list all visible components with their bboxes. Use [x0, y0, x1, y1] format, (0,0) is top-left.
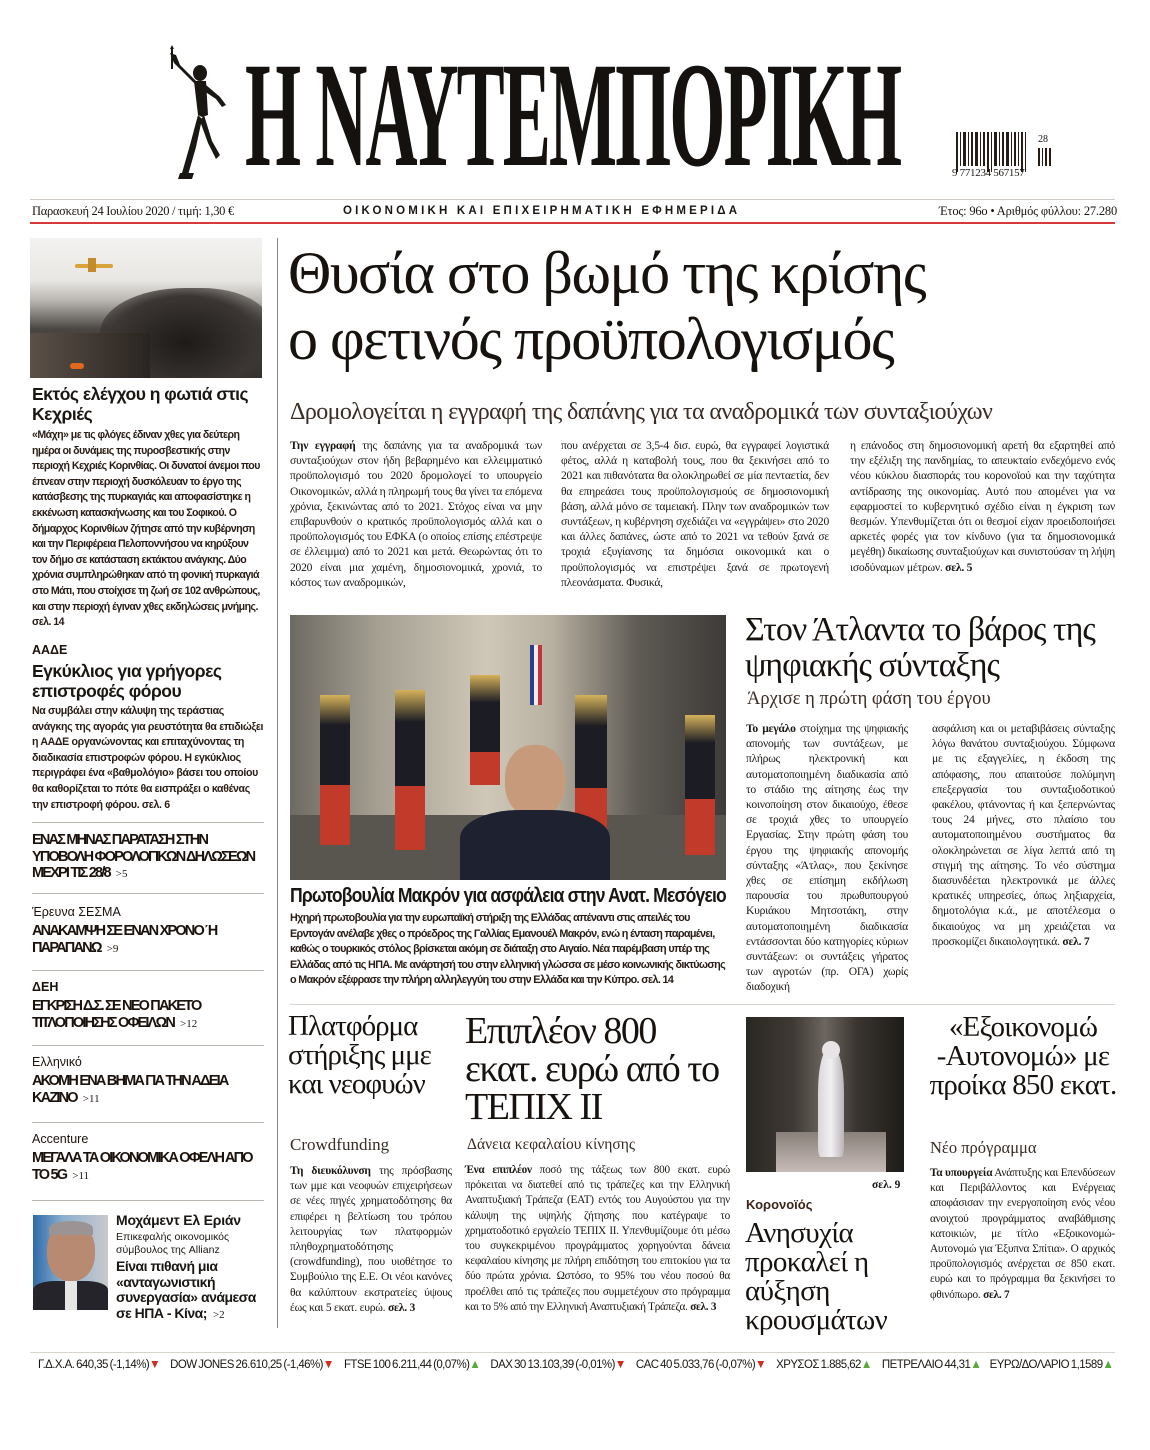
brief-page-ref: >9 — [106, 942, 119, 955]
section-divider — [290, 1004, 1115, 1005]
lead-text-3: η επάνοδος στη δημοσιονομική αρετή θα εξαρτηθεί από την εξέλιξη της πανδημίας, το απευκταίο ενδεχόμενο ενός νέου κύκλου διασποράς του κορονοϊού και την ταχύτητα αντίδρασης της οικονομίας. Αυτό που απομένει για να εφαρμοστεί το κυβερνητικό σχέδιο είναι η έγκριση των θεσμών. Υπενθυμίζεται ότι οι θεσμοί είχαν προειδοποιήσει αρκετές φορές για τον κίνδυνο (για τα δημοσιονομικά μεγέθη) δικαίωσης συνταξιούχων και συνιστούσαν τη λήψη ισοδύναμων μέτρων. — [850, 439, 1115, 574]
lead-headline-line1: Θυσία στο βωμό της κρίσης — [288, 240, 926, 306]
brief-headline-block — [32, 923, 264, 957]
brief-divider — [32, 822, 264, 823]
aade-body — [32, 704, 264, 813]
arrow-down-icon: ▼ — [614, 1357, 626, 1371]
arrow-down-icon: ▼ — [322, 1357, 334, 1371]
brief-headline-block — [32, 998, 264, 1032]
covid-headline[interactable]: Ανησυχία προκαλεί η αύξηση κρουσμάτων — [745, 1217, 888, 1336]
ticker-item: ΕΥΡΩ/ΔΟΛΑΡΙΟ 1,1589▲ — [989, 1357, 1114, 1371]
lead-headline-line2: ο φετινός προϋπολογισμός — [288, 306, 894, 372]
arrow-up-icon: ▲ — [970, 1357, 982, 1371]
fire-page-ref: σελ. 14 — [32, 616, 64, 629]
left-column-divider — [277, 238, 278, 1328]
brief-kicker: Ελληνικό — [32, 1055, 82, 1069]
hospital-corridor-photo — [746, 1017, 904, 1172]
lead-text-2: που ανέρχεται σε 3,5-4 δισ. ευρώ, θα εγγραφεί λογιστικά φέτος, αλλά η καταβολή τους, που θα ξεκινήσει από το 2021 και πιθανότατα θα ολοκληρωθεί σε μία πενταετία, δεν θα επηρεάσει τους προϋπολογισμούς σε δημοσιονομική βάση, αλλά μόνο σε ταμειακή. Πλην των αναδρομικών των συντάξεων, η κυβέρνηση σχεδιάζει να «εγγράψει» στο 2020 και άλλες δαπάνες, ώστε από το 2021 να τεθούν ξανά σε τροχιά εξυγίανσης τα δημόσια οικονομικά και ο προϋπολογισμός να επιστρέψει ξανά σε πρωτογενή πλεονάσματα. Φυσικά, — [561, 439, 829, 589]
brief-headline: ΕΓΚΡΙΣΗ Δ.Σ. ΣΕ ΝΕΟ ΠΑΚΕΤΟ ΤΙΤΛΟΠΟΙΗΣΗΣ ΟΦΕΙΛΩΝ — [32, 998, 201, 1031]
brief-headline: ΜΕΓΑΛΑ ΤΑ ΟΙΚΟΝΟΜΙΚΑ ΟΦΕΛΗ ΑΠΟ ΤΟ 5G — [32, 1150, 252, 1183]
brief-item[interactable] — [32, 905, 264, 957]
interview-name: Μοχάμεντ Ελ Εριάν — [116, 1212, 241, 1228]
firefighting-plane-photo — [30, 238, 262, 378]
masthead-rule-top — [30, 199, 1115, 200]
barcode-number: 9 771234 567157 — [952, 167, 1025, 179]
fire-text: «Μάχη» με τις φλόγες έδιναν χθες για δεύτερη ημέρα οι δυνάμεις της πυροσβεστικής στην περιοχή Κεχριές Κορινθίας. Οι δυνατοί άνεμοι που έπνεαν στην περιοχή δυσκόλευαν το έργο της κατάσβεσης της πυρκαγιάς και αποφασίστηκε η εκκένωση κατασκήνωσης και του Σοφικού. Ο δήμαρχος Κορινθίων ζήτησε από την κυβέρνηση και την Περιφέρεια Πελοποννήσου να κηρύξουν τον δήμο σε κατάσταση εκτάκτου ανάγκης. Δύο χρόνια συμπληρώθηκαν από τη φονική πυρκαγιά στο Μάτι, που στοίχισε τη ζωή σε 102 ανθρώπους, και στην περιοχή έγιναν χθες εκδηλώσεις μνήμης. — [32, 429, 260, 613]
brief-headline-block — [32, 832, 264, 883]
brief-divider — [32, 1045, 264, 1046]
el-erian-portrait — [33, 1215, 108, 1310]
macron-photo — [290, 615, 726, 880]
crowdfunding-lead-in: Τη διευκόλυνση — [290, 1164, 371, 1177]
savings-lead-in: Τα υπουργεία — [930, 1167, 993, 1179]
date-price: Παρασκευή 24 Ιουλίου 2020 / τιμή: 1,30 € — [32, 204, 234, 218]
aade-page-ref: σελ. 6 — [141, 798, 170, 811]
ticker-item: CAC 40 5.033,76 (-0,07%)▼ — [635, 1357, 766, 1371]
atlas-lead-in: Το μεγάλο — [746, 722, 796, 735]
atlas-column-1 — [746, 721, 908, 995]
brief-item[interactable] — [32, 1055, 264, 1107]
brief-item[interactable] — [32, 1132, 264, 1184]
tepix-headline[interactable]: Επιπλέον 800 εκατ. ευρώ από το ΤΕΠΙΧ ΙΙ — [465, 1010, 719, 1128]
masthead-title: Η ΝΑΥΤΕΜΠΟΡΙΚΗ — [245, 32, 901, 198]
brief-headline: ΑΝΑΚΑΜΨΗ ΣΕ ΕΝΑΝ ΧΡΟΝΟ Ή ΠΑΡΑΠΑΝΩ — [32, 923, 217, 956]
arrow-up-icon: ▲ — [469, 1357, 481, 1371]
aade-text: Να συμβάλει στην κάλυψη της τεράστιας ανάγκης της αγοράς για ρευστότητα θα επιδιώξει η ΑΑΔΕ οργανώνοντας και επιταχύνοντας τη διαδικασία επιστροφών φόρου. Η εγκύκλιος περιγράφει ένα «βαθμολόγιο» βάσει του οποίου θα καθορίζεται το πότε θα εισπράξει ο καθένας την επιστροφή φόρου. — [32, 705, 264, 811]
ticker-item: DOW JONES 26.610,25 (-1,46%)▼ — [170, 1357, 334, 1371]
brief-divider — [32, 893, 264, 894]
macron-page-ref: σελ. 14 — [641, 974, 674, 987]
ticker-item: FTSE 100 6.211,44 (0,07%)▲ — [343, 1357, 481, 1371]
ticker-item: ΠΕΤΡΕΛΑΙΟ 44,31▲ — [881, 1357, 982, 1371]
arrow-down-icon: ▼ — [755, 1357, 766, 1371]
aade-headline[interactable]: Εγκύκλιος για γρήγορες επιστροφές φόρου — [32, 661, 222, 701]
savings-subheadline: Νέο πρόγραμμα — [930, 1138, 1037, 1157]
tepix-text: ποσό της τάξεως των 800 εκατ. ευρώ πρόκειται να διατεθεί από τις τράπεζες και την Ελληνική Αναπτυξιακή Τράπεζα (ΕΑΤ) εντός του Αυγούστου για την κάλυψη της υψηλής ζήτησης που κατέγραψε το χρηματοδοτικό εργαλείο ΤΕΠΙΧ ΙΙ. Υπενθυμίζουμε ότι μέσω του συγκεκριμένου προγράμματος χορηγούνται δάνεια κεφαλαίου κίνησης με πλήρη επιδότηση του επιτοκίου για τα δύο πρώτα χρόνια. Ωστόσο, το 95% του νέου ποσού θα προέλθει από τις τράπεζες που συμμετέχουν στο πρόγραμμα και το 5% από την Ελληνική Αναπτυξιακή Τράπεζα. — [465, 1164, 730, 1313]
aade-kicker: ΑΑΔΕ — [32, 643, 68, 657]
tepix-page-ref: σελ. 3 — [690, 1300, 717, 1313]
atlas-column-2 — [932, 721, 1115, 949]
brief-divider — [32, 970, 264, 971]
interview-role: Επικεφαλής οικονομικός σύμβουλος της Allianz — [116, 1231, 230, 1256]
hermes-logo — [160, 45, 240, 190]
atlas-subheadline: Άρχισε η πρώτη φάση του έργου — [747, 689, 991, 709]
ticker-item: Γ.Δ.Χ.Α. 640,35 (-1,14%)▼ — [38, 1357, 160, 1371]
brief-kicker: ΔΕΗ — [32, 980, 59, 994]
covid-photo-page-ref: σελ. 9 — [872, 1179, 901, 1191]
brief-item[interactable] — [32, 980, 264, 1032]
savings-page-ref: σελ. 7 — [983, 1288, 1010, 1301]
atlas-text-2: ασφάλιση και οι μεταβιβάσεις σύνταξης λόγω θανάτου συνταξιούχου. Σύμφωνα με τις εξαγγελίες, η έκδοση της απόφασης, που απαιτούσε πολύμηνη επεξεργασία του συνταξιοδοτικού φακέλου, φτάνοντας ή και ξεπερνώντας τους 24 μήνες, στο πλαίσιο του αυτοματοποιημένου συστήματος θα ολοκληρώνεται σε λίγα λεπτά από τη στιγμή της αίτησης. Το νέο σύστημα διασυνδέεται ηλεκτρονικά με άλλες κρατικές υπηρεσίες, όπως ληξιαρχεία, δημοτολόγια κ.ά., με αποτέλεσμα ο δικαιούχος να μη χρειάζεται να προσκομίζει δικαιολογητικά. — [932, 722, 1115, 948]
lead-headline[interactable] — [288, 240, 925, 372]
fire-body — [32, 428, 264, 631]
arrow-up-icon: ▲ — [1102, 1357, 1114, 1371]
interview-quote-block — [116, 1259, 268, 1323]
atlas-headline[interactable]: Στον Άτλαντα το βάρος της ψηφιακής σύνταξης — [745, 611, 1095, 684]
brief-kicker: Accenture — [32, 1132, 89, 1146]
masthead-red-rule — [30, 222, 1115, 224]
crowdfunding-subheadline: Crowdfunding — [290, 1135, 390, 1154]
ticker-item: ΧΡΥΣΟΣ 1.885,62▲ — [776, 1357, 872, 1371]
brief-page-ref: >12 — [180, 1017, 198, 1030]
tepix-lead-in: Ένα επιπλέον — [465, 1164, 532, 1176]
atlas-page-ref: σελ. 7 — [1062, 934, 1090, 948]
interview-page-ref: >2 — [212, 1308, 225, 1321]
brief-page-ref: >11 — [82, 1092, 100, 1105]
savings-text: Ανάπτυξης και Επενδύσεων και Περιβάλλοντος και Ενέργειας αποφάσισαν την ενεργοποίηση ενός νέου ανοιχτού προγράμματος αναβάθμισης κατοικιών, με τίτλο «Εξοικονομώ-Αυτονομώ για Έξυπνα Σπίτια». Ο αρχικός προϋπολογισμός ανέρχεται σε 850 εκατ. ευρώ και το πρόγραμμα θα ξεκινήσει το φθινόπωρο. — [930, 1167, 1115, 1301]
brief-headline-block — [32, 1150, 264, 1184]
tepix-body — [465, 1163, 730, 1315]
tepix-subheadline: Δάνεια κεφαλαίου κίνησης — [467, 1136, 635, 1153]
savings-headline[interactable]: «Εξοικονομώ -Αυτονομώ» με προίκα 850 εκατ. — [929, 1011, 1117, 1101]
arrow-down-icon: ▼ — [149, 1357, 160, 1371]
crowdfunding-page-ref: σελ. 3 — [388, 1300, 416, 1314]
barcode-addon: 28 — [1038, 134, 1048, 145]
ticker-item: DAX 30 13.103,39 (-0,01%)▼ — [490, 1357, 626, 1371]
lead-column-3 — [850, 438, 1115, 575]
atlas-text-1: στοίχημα της ψηφιακής απονομής των συντάξεων, με πλήρως ηλεκτρονική και αυτοματοποιημένη διαδικασία από το στάδιο της αίτησης έως την κοινοποίηση στον δικαιούχο, έθεσε σε τροχιά χθες το υπουργείο Εργασίας. Στην πρώτη φάση του έργου της ψηφιακής απονομής σύνταξης «Άτλας», που ξεκίνησε χθες σε επίσημη εκδήλωση παρουσία του πρωθυπουργού Κυριάκου Μητσοτάκη, στην αυτοματοποιημένη διαδικασία εντάσσονται δύο κατηγορίες κύριων συντάξεων: οι συντάξεις γήρατος των αγροτών (πρ. ΟΓΑ) χωρίς διαδοχική — [746, 722, 908, 994]
brief-page-ref: >5 — [115, 868, 128, 881]
market-ticker — [38, 1356, 1113, 1372]
macron-headline[interactable]: Πρωτοβουλία Μακρόν για ασφάλεια στην Ανατ. Μεσόγειο — [290, 884, 726, 907]
issue-number: Έτος: 96ο • Αριθμός φύλλου: 27.280 — [939, 204, 1117, 218]
brief-divider — [32, 1200, 264, 1201]
interview-quote: Είναι πιθανή μια «ανταγωνιστική συνεργασία» ανάμεσα σε ΗΠΑ - Κίνα; — [116, 1258, 256, 1321]
savings-body — [930, 1166, 1115, 1303]
brief-headline: ΕΝΑΣ ΜΗΝΑΣ ΠΑΡΑΤΑΣΗ ΣΤΗΝ ΥΠΟΒΟΛΗ ΦΟΡΟΛΟΓΙΚΩΝ ΔΗΛΩΣΕΩΝ ΜΕΧΡΙ ΤΙΣ 28/8 — [32, 832, 255, 882]
ticker-rule — [30, 1352, 1115, 1353]
interview-item[interactable] — [116, 1259, 268, 1323]
brief-item[interactable] — [32, 832, 264, 883]
crowdfunding-headline[interactable]: Πλατφόρμα στήριξης μμε και νεοφυών — [288, 1010, 431, 1100]
covid-kicker: Κορονοϊός — [746, 1197, 813, 1212]
crowdfunding-text: της πρόσβασης των μμε και νεοφυών επιχειρήσεων σε νέες πηγές χρηματοδότησης θα επιφέρει η βελτίωση του τρόπου λειτουργίας των πλατφορμών πληθοχρηματοδότησης (crowdfunding), που υιοθέτησε το Συμβούλιο της Ε.Ε. Οι νέοι κανόνες θα καλύπτουν εκστρατείες ύψους έως και 5 εκατ. ευρώ. — [290, 1164, 452, 1314]
macron-body — [290, 911, 726, 989]
arrow-up-icon: ▲ — [860, 1357, 872, 1371]
brief-divider — [32, 1122, 264, 1123]
lead-column-2 — [561, 438, 829, 590]
macron-text: Ηχηρή πρωτοβουλία για την ευρωπαϊκή στήριξη της Ελλάδας απέναντι στις απειλές του Ερντογάν ανέλαβε χθες ο πρόεδρος της Γαλλίας Εμανουέλ Μακρόν, ενώ η ένταση παραμένει, καθώς ο τουρκικός στόλος βρίσκεται ακόμη σε διάταξη στο Αιγαίο. Νέα παρέμβαση υπέρ της Ελλάδας από τις ΗΠΑ. Με ανάρτησή του στην ελληνική γλώσσα σε μέσο κοινωνικής δικτύωσης ο Μακρόν εξέφρασε την πλήρη αλληλεγγύη του στην Ελλάδα και την Κύπρο. — [290, 912, 726, 987]
lead-lead-in: Την εγγραφή — [290, 439, 356, 452]
lead-column-1 — [290, 438, 542, 590]
brief-headline: ΑΚΟΜΗ ΕΝΑ ΒΗΜΑ ΓΙΑ ΤΗΝ ΑΔΕΙΑ ΚΑΖΙΝΟ — [32, 1073, 228, 1106]
brief-page-ref: >11 — [72, 1169, 90, 1182]
tagline: ΟΙΚΟΝΟΜΙΚΗ ΚΑΙ ΕΠΙΧΕΙΡΗΜΑΤΙΚΗ ΕΦΗΜΕΡΙΔΑ — [343, 205, 741, 217]
lead-text-1: της δαπάνης για τα αναδρομικά των συνταξιούχων στον ήδη βεβαρημένο και ελλειμματικό προϋπολογισμό του 2020 δρομολογεί το υπουργείο Οικονομικών, αλλά η πληρωμή τους θα γίνει τα επόμενα χρόνια, ξεκινώντας από το 2021. Στόχος είναι να μην επιβαρυνθούν ο κρατικός προϋπολογισμός αλλά και ο προϋπολογισμός του ΕΦΚΑ (ο οποίος επίσης επέστρεψε σε έλλειμμα) από το 2021 και μετά. Θεωρώντας ότι το 2020 είναι μια χαμένη, δημοσιονομικά, χρονιά, το κόστος των αναδρομικών, — [290, 439, 542, 589]
fire-headline[interactable]: Εκτός ελέγχου η φωτιά στις Κεχριές — [32, 384, 249, 424]
lead-subheadline: Δρομολογείται η εγγραφή της δαπάνης για τα αναδρομικά των συνταξιούχων — [290, 399, 993, 425]
lead-page-ref: σελ. 5 — [945, 560, 973, 574]
brief-kicker: Έρευνα ΣΕΣΜΑ — [32, 905, 121, 919]
crowdfunding-body — [290, 1163, 452, 1315]
brief-headline-block — [32, 1073, 264, 1107]
